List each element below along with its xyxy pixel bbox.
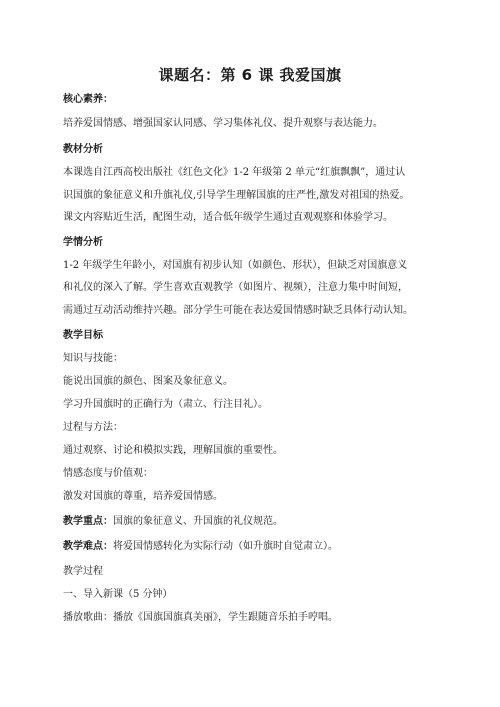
key-point-label: 教学重点： — [63, 516, 113, 527]
key-point-text: 国旗的象征意义、升国旗的礼仪规范。 — [113, 516, 283, 527]
knowledge-skills-label: 知识与技能： — [63, 353, 123, 364]
emotion-values-label: 情感态度与价值观： — [63, 468, 153, 479]
student-analysis-line: 和礼仪的深入了解。学生喜欢直观教学（如图片、视频），注意力集中时间短， — [63, 282, 408, 293]
lesson-title: 课题名：第 6 课 我爱国旗 — [158, 66, 342, 84]
student-analysis-line: 1-2 年级学生年龄小，对国旗有初步认知（如颜色、形状），但缺乏对国旗意义 — [63, 260, 408, 271]
knowledge-skills-item: 学习升国旗时的正确行为（肃立、行注目礼）。 — [63, 399, 268, 410]
student-analysis-heading: 学情分析 — [63, 237, 103, 248]
process-step-1: 一、导入新课（5 分钟） — [63, 589, 173, 600]
knowledge-skills-item: 能说出国旗的颜色、图案及象征意义。 — [63, 376, 233, 387]
difficulty-row — [63, 540, 443, 554]
key-point-row — [63, 515, 443, 529]
emotion-values-item: 激发对国旗的尊重，培养爱国情感。 — [63, 491, 223, 502]
material-analysis-heading: 教材分析 — [63, 144, 103, 155]
difficulty-label: 教学难点： — [63, 541, 113, 552]
difficulty-text: 将爱国情感转化为实际行动（如升旗时自觉肃立）。 — [113, 541, 338, 552]
material-analysis-line: 识国旗的象征意义和升旗礼仪,引导学生理解国旗的庄严性,激发对祖国的热爱。 — [63, 190, 410, 201]
teaching-process-heading: 教学过程 — [63, 566, 103, 577]
material-analysis-line: 本课选自江西高校出版社《红色文化》1-2 年级第 2 单元“红旗飘飘”，通过认 — [63, 167, 406, 178]
core-literacy-text: 培养爱国情感、增强国家认同感、学习集体礼仪、提升观察与表达能力。 — [63, 118, 383, 129]
student-analysis-line: 需通过互动活动维持兴趣。部分学生可能在表达爱国情感时缺乏具体行动认知。 — [63, 305, 413, 316]
process-step-1-text: 播放歌曲：播放《国旗国旗真美丽》，学生跟随音乐拍手哼唱。 — [63, 612, 338, 623]
process-methods-label: 过程与方法： — [63, 422, 123, 433]
process-methods-item: 通过观察、讨论和模拟实践，理解国旗的重要性。 — [63, 445, 283, 456]
core-literacy-heading: 核心素养： — [63, 94, 113, 105]
material-analysis-line: 课文内容贴近生活，配图生动，适合低年级学生通过直观观察和体验学习。 — [63, 212, 393, 223]
teaching-goals-heading: 教学目标 — [63, 330, 103, 341]
